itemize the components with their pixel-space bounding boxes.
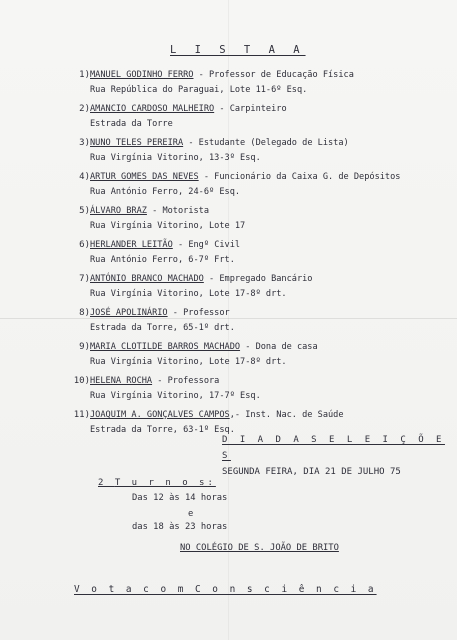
candidate-role: - Empregado Bancário [203,274,313,284]
candidate-name: MANUEL GODINHO FERRO [90,70,194,80]
candidate-entry [60,134,450,168]
turns-colon: : [207,478,216,488]
candidate-entry [60,270,450,304]
candidate-entry [60,236,450,270]
candidate-role: - Dona de casa [240,342,318,352]
candidate-number: 9) [79,342,90,352]
candidate-name: NUNO TELES PEREIRA [90,138,184,148]
candidate-number: 3) [79,138,90,148]
candidate-name: ÁLVARO BRAZ [90,206,147,216]
candidate-number: 10) [73,376,90,386]
candidate-name-line [90,136,349,151]
candidate-entry [60,338,450,372]
candidate-address: Rua António Ferro, 24-6º Esq. [90,187,241,197]
candidate-address: Rua Virgínia Vitorino, Lote 17 [90,221,246,231]
candidate-address: Rua Virgínia Vitorino, Lote 17-8º drt. [90,289,287,299]
candidate-name-line [90,238,240,253]
election-day-block [222,432,457,480]
turns-connector: e [188,509,194,519]
candidate-name: ANTÓNIO BRANCO MACHADO [90,274,204,284]
second-turn-hours: das 18 às 23 horas [132,522,228,532]
candidate-entry [60,168,450,202]
candidate-address: Rua República do Paraguai, Lote 11-6º Esq. [90,85,308,95]
candidate-name-line [90,408,344,423]
candidate-number: 5) [79,206,90,216]
candidate-list [60,66,450,440]
candidate-role: - Professor [167,308,230,318]
candidate-role: ,- Inst. Nac. de Saúde [229,410,344,420]
candidate-name-line [90,68,354,83]
candidate-address: Rua António Ferro, 6-7º Frt. [90,255,235,265]
candidate-role: - Professor de Educação Física [193,70,354,80]
candidate-address: Rua Virgínia Vitorino, 17-7º Esq. [90,391,261,401]
candidate-number: 1) [79,70,90,80]
election-day-title: D I A D A S E L E I Ç Õ E S [222,435,445,461]
list-title: L I S T A A [170,44,306,56]
turns-label [98,478,216,488]
closing-motto: V o t a c o m C o n s c i ê n c i a [74,584,377,595]
candidate-name: HELENA ROCHA [90,376,153,386]
election-date: SEGUNDA FEIRA, DIA 21 DE JULHO 75 [222,467,401,477]
candidate-entry [60,202,450,236]
candidate-role: - Engº Civil [172,240,241,250]
candidate-name-line [90,272,312,287]
candidate-role: - Carpinteiro [214,104,287,114]
candidate-name: ARTUR GOMES DAS NEVES [90,172,199,182]
candidate-name-line [90,170,400,185]
candidate-role: - Funcionário da Caixa G. de Depósitos [198,172,401,182]
candidate-number: 8) [79,308,90,318]
candidate-address: Estrada da Torre, 65-1º drt. [90,323,235,333]
candidate-role: - Motorista [146,206,210,216]
candidate-entry [60,66,450,100]
candidate-name-line [90,306,230,321]
candidate-entry [60,100,450,134]
candidate-role: - Professora [152,376,220,386]
turns-word: T u r n o s [114,478,208,488]
candidate-address: Estrada da Torre, 63-1º Esq. [90,425,235,435]
candidate-name-line [90,340,318,355]
turns-count: 2 [98,478,115,488]
candidate-entry [60,304,450,338]
candidate-name: AMANCIO CARDOSO MALHEIRO [90,104,215,114]
candidate-address: Rua Virgínia Vitorino, 13-3º Esq. [90,153,261,163]
candidate-name: HERLANDER LEITÃO [90,240,173,250]
candidate-name: JOSÉ APOLINÁRIO [90,308,168,318]
candidate-name-line [90,204,209,219]
candidate-role: - Estudante (Delegado de Lista) [183,138,349,148]
candidate-name-line [90,374,219,389]
candidate-entry [60,372,450,406]
candidate-number: 6) [79,240,90,250]
candidate-name: MARIA CLOTILDE BARROS MACHADO [90,342,241,352]
first-turn-hours: Das 12 às 14 horas [132,493,228,503]
candidate-number: 11) [73,410,90,420]
candidate-number: 7) [79,274,90,284]
candidate-name-line [90,102,287,117]
candidate-name: JOAQUIM A. GONÇALVES CAMPOS [90,410,230,420]
candidate-number: 4) [79,172,90,182]
polling-place: NO COLÉGIO DE S. JOÃO DE BRITO [180,543,339,553]
candidate-number: 2) [79,104,90,114]
candidate-address: Estrada da Torre [90,119,173,129]
candidate-address: Rua Virgínia Vitorino, Lote 17-8º drt. [90,357,287,367]
